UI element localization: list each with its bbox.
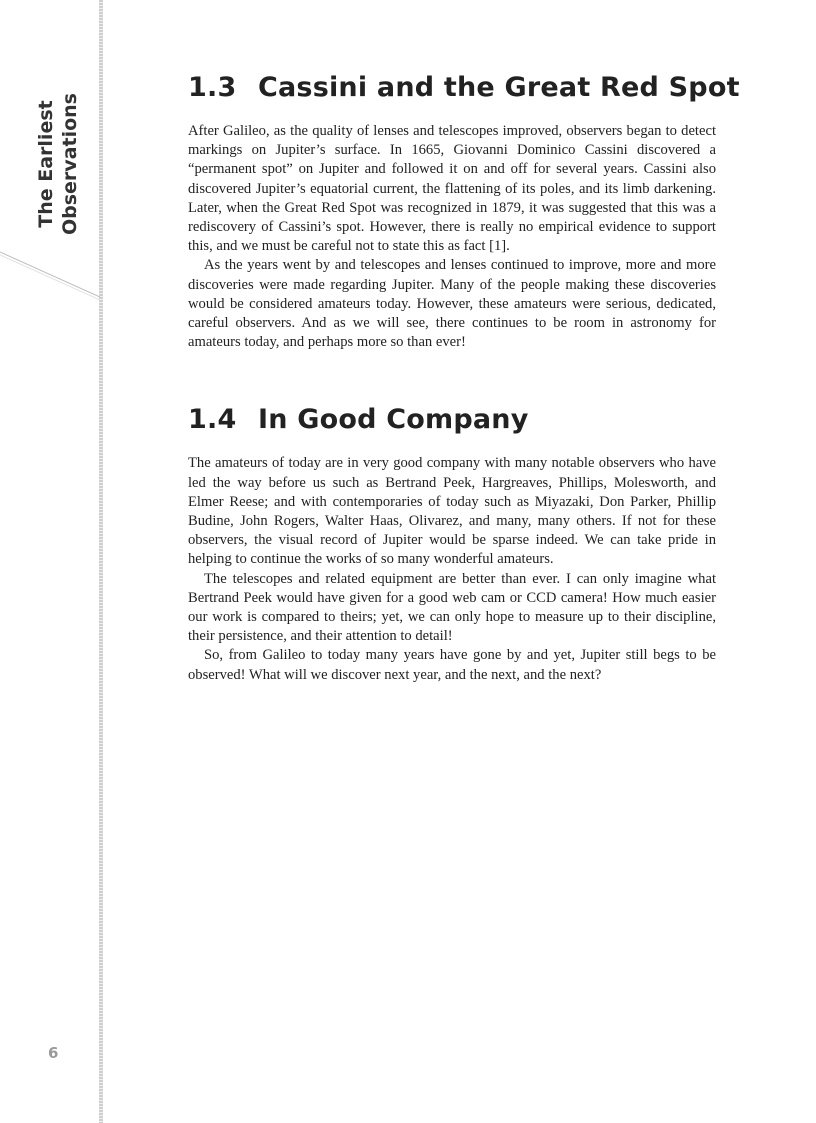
paragraph: As the years went by and telescopes and lenses continued to improve, more and more discoveries were made regarding Jupiter. Many of the people making these discoveries would be considered amateurs today. However, these amateurs were serious, dedicated, careful observers. And as we will see, there continues to be room in astronomy for amateurs today, and perhaps more so than ever! (188, 257, 716, 351)
section-heading (188, 70, 740, 106)
margin-rule (99, 0, 103, 1123)
paragraph: After Galileo, as the quality of lenses and telescopes improved, observers began to detect markings on Jupiter’s surface. In 1665, Giovanni Dominico Cassini discovered a “permanent spot” on Jupiter and followed it on and off for several years. Cassini also discovered Jupiter’s equatorial current, the flattening of its poles, and its limb darkening. Later, when the Great Red Spot was recognized in 1879, it was suggested that this was a rediscovery of Cassini’s spot. However, there is really no empirical evidence to support this, and we must be careful not to state this as fact [1]. (188, 123, 716, 255)
main-content (188, 70, 740, 685)
section-title: Cassini and the Great Red Spot (258, 72, 740, 103)
section-title: In Good Company (258, 404, 529, 436)
paragraph: So, from Galileo to today many years have gone by and yet, Jupiter still begs to be observed! What will we discover next year, and the next, and the next? (188, 647, 716, 683)
paragraph: The amateurs of today are in very good company with many notable observers who have led the way before us such as Bertrand Peek, Hargreaves, Phillips, Molesworth, and Elmer Reese; and with contemporaries of today such as Miyazaki, Don Parker, Phillip Budine, John Rogers, Walter Haas, Olivarez, and many, many others. If not for these observers, the visual record of Jupiter would be sparse indeed. We can take pride in helping to continue the works of so many wonderful amateurs. (188, 455, 716, 568)
chapter-tab-line-1: The Earliest (35, 100, 57, 228)
chapter-tab (34, 84, 82, 244)
page-number: 6 (48, 1044, 59, 1062)
chapter-tab-line-2: Observations (59, 93, 81, 236)
section-cassini (188, 70, 740, 352)
section-number: 1.3 (188, 72, 237, 103)
paragraph: The telescopes and related equipment are better than ever. I can only imagine what Bertrand Peek would have given for a good web cam or CCD camera! How much easier our work is compared to theirs; yet, we can only hope to measure up to their discipline, their persistence, and their attention to detail! (188, 570, 716, 645)
section-good-company (188, 402, 716, 684)
section-number: 1.4 (188, 404, 237, 436)
section-heading (188, 402, 716, 438)
